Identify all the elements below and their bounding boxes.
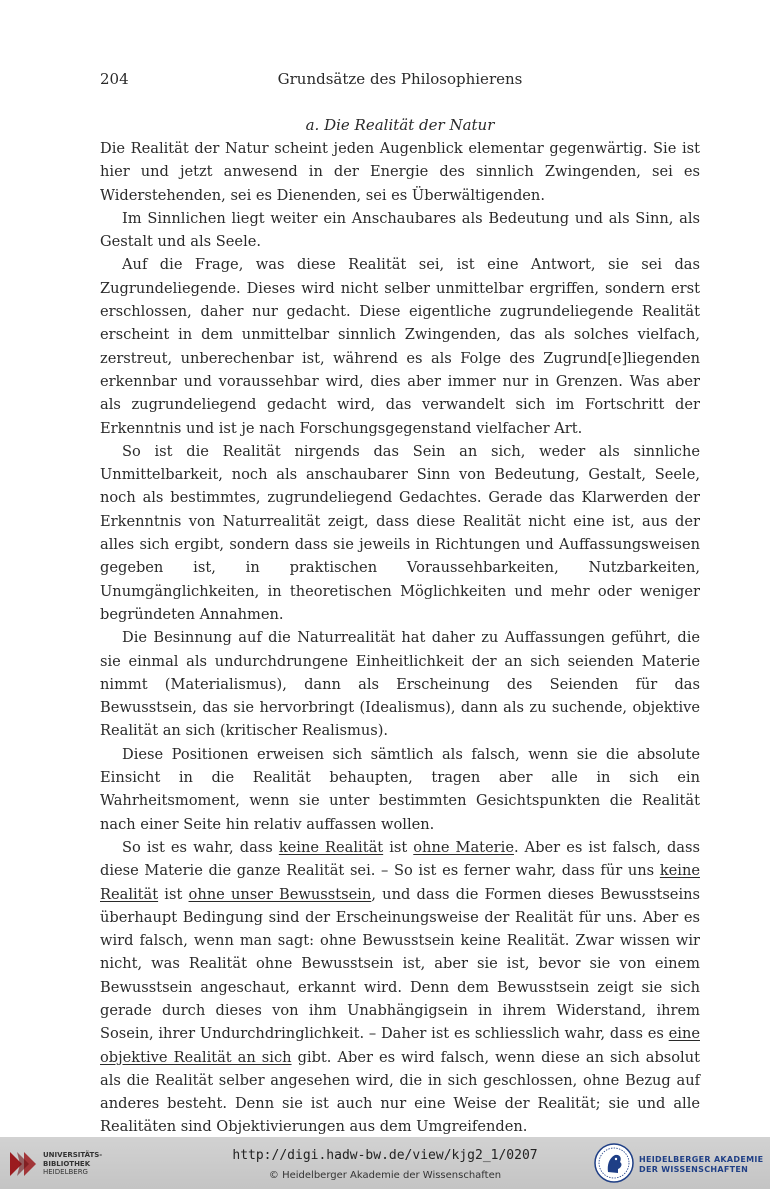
underlined-phrase: ohne Materie — [413, 838, 514, 856]
ub-logo-line: HEIDELBERG — [43, 1168, 88, 1176]
paragraph-6: Diese Positionen erweisen sich sämtlich als falsch, wenn sie die absolute Einsicht in die Realität behaupten, tragen aber alle in sich ein Wahrheitsmoment, wenn sie unter bestimmten Gesichtspunkten die Realität nach einer Seite hin relativ auffassen wollen. — [100, 745, 700, 833]
copyright-notice: © Heidelberger Akademie der Wissenschaften — [268, 1170, 502, 1181]
paragraph-5: Die Besinnung auf die Naturrealität hat daher zu Auffassungen geführt, die sie einmal als undurchdrungene Einheitlichkeit der an sich seienden Materie nimmt (Materialismus), dann als Erscheinung des Seienden für das Bewusstsein, das sie hervorbringt (Idealismus), dann als zu suchende, objektive Realität an sich (kritischer Realismus). — [100, 629, 700, 740]
ub-logo-line: BIBLIOTHEK — [43, 1159, 91, 1168]
body-text — [100, 137, 700, 1139]
text-run: ist — [383, 838, 414, 856]
haw-logo-line: HEIDELBERGER AKADEMIE — [639, 1155, 764, 1164]
paragraph-3: Auf die Frage, was diese Realität sei, ist eine Antwort, sie sei das Zugrundeliegende. Dieses wird nicht selber unmittelbar ergriffen, sondern erst erschlossen, daher nur gedacht. Diese eigentliche zugrundeliegende Realität erscheint in dem unmittelbar sinnlich Zwingenden, das als solches vielfach, zerstreut, unberechenbar ist, während es als Folge des Zugrund[e]liegenden erkennbar und voraussehbar wird, dies aber immer nur in Grenzen. Was aber als zugrundeliegend gedacht wird, das verwandelt sich im Fortschritt der Erkenntnis und ist je nach Forschungsgegenstand vielfacher Art. — [100, 256, 700, 437]
text-run: So ist es wahr, dass — [122, 838, 279, 856]
text-run: , und dass die Formen dieses Bewusstseins überhaupt Bedingung sind der Erscheinungsweise der Realität für uns. Aber es wird falsch, wenn man sagt: ohne Bewusstsein keine Realität. Zwar wissen wir nicht, was Realität ohne Bewusstsein ist, aber sie ist, bevor sie von einem Bewusstsein angeschaut, erkannt wird. Denn dem Bewusstsein zeigt sie sich gerade durch dieses von ihm Unabhängigsein in ihrem Widerstand, ihrem Sosein, ihrer Undurchdringlichkeit. – Daher ist es schliesslich wahr, dass es — [100, 885, 700, 1043]
text-run: ist — [158, 885, 189, 903]
text-run: gibt. Aber es wird falsch, wenn diese an sich absolut als die Realität selber angesehen wird, die in sich geschlossen, ohne Bezug auf anderes besteht. Denn sie ist auch nur eine Weise der Realität; sie und alle Realitäten sind Objektivierungen aus dem Umgreifenden. — [100, 1048, 700, 1136]
underlined-phrase: keine Realität — [278, 838, 384, 856]
ub-logo-line: UNIVERSITÄTS- — [43, 1151, 103, 1159]
paragraph-7 — [100, 836, 700, 1139]
haw-logo[interactable] — [594, 1142, 764, 1184]
haw-logo-text — [639, 1155, 763, 1175]
footer-bar — [0, 1137, 770, 1189]
haw-logo-line: DER WISSENSCHAFTEN — [639, 1165, 749, 1174]
section-heading: a. Die Realität der Natur — [305, 116, 495, 134]
underlined-phrase: ohne unser Bewusstsein — [188, 885, 372, 903]
paragraph-2: Im Sinnlichen liegt weiter ein Anschaubares als Bedeutung und als Sinn, als Gestalt und als Seele. — [100, 209, 700, 251]
underlined-phrase: eine objektive Realität an sich — [100, 1025, 700, 1066]
page-header — [100, 70, 700, 94]
paragraph-1: Die Realität der Natur scheint jeden Augenblick elementar gegenwärtig. Sie ist hier und jetzt anwesend in der Energie des sinnlich Zwingenden, sei es Widerstehenden, sei es Dienenden, sei es Überwältigenden. — [100, 140, 700, 204]
text-run: . Aber es ist falsch, dass diese Materie die ganze Realität sei. – So ist es ferner wahr, dass für uns — [100, 838, 700, 880]
running-title: Grundsätze des Philosophierens — [277, 70, 523, 88]
paragraph-4: So ist die Realität nirgends das Sein an sich, weder als sinnliche Unmittelbarkeit, noch als anschaubarer Sinn von Bedeutung, Gestalt, Seele, noch als bestimmtes, zugrundeliegend Gedachtes. Gerade das Klarwerden der Erkenntnis von Naturrealität zeigt, dass diese Realität nicht eine ist, aus der alles sich ergibt, sondern dass sie jeweils in Richtungen und Auffassungsweisen gegeben ist, in praktischen Voraussehbarkeiten, Nutzbarkeiten, Unumgänglichkeiten, in theoretischen Möglichkeiten und mehr oder weniger begründeten Annahmen. — [100, 442, 700, 623]
academy-seal-icon — [594, 1143, 634, 1183]
page-number: 204 — [100, 70, 129, 88]
underlined-phrase: keine Realität — [100, 862, 700, 903]
permalink-url[interactable]: http://digi.hadw-bw.de/view/kjg2_1/0207 — [232, 1148, 538, 1163]
